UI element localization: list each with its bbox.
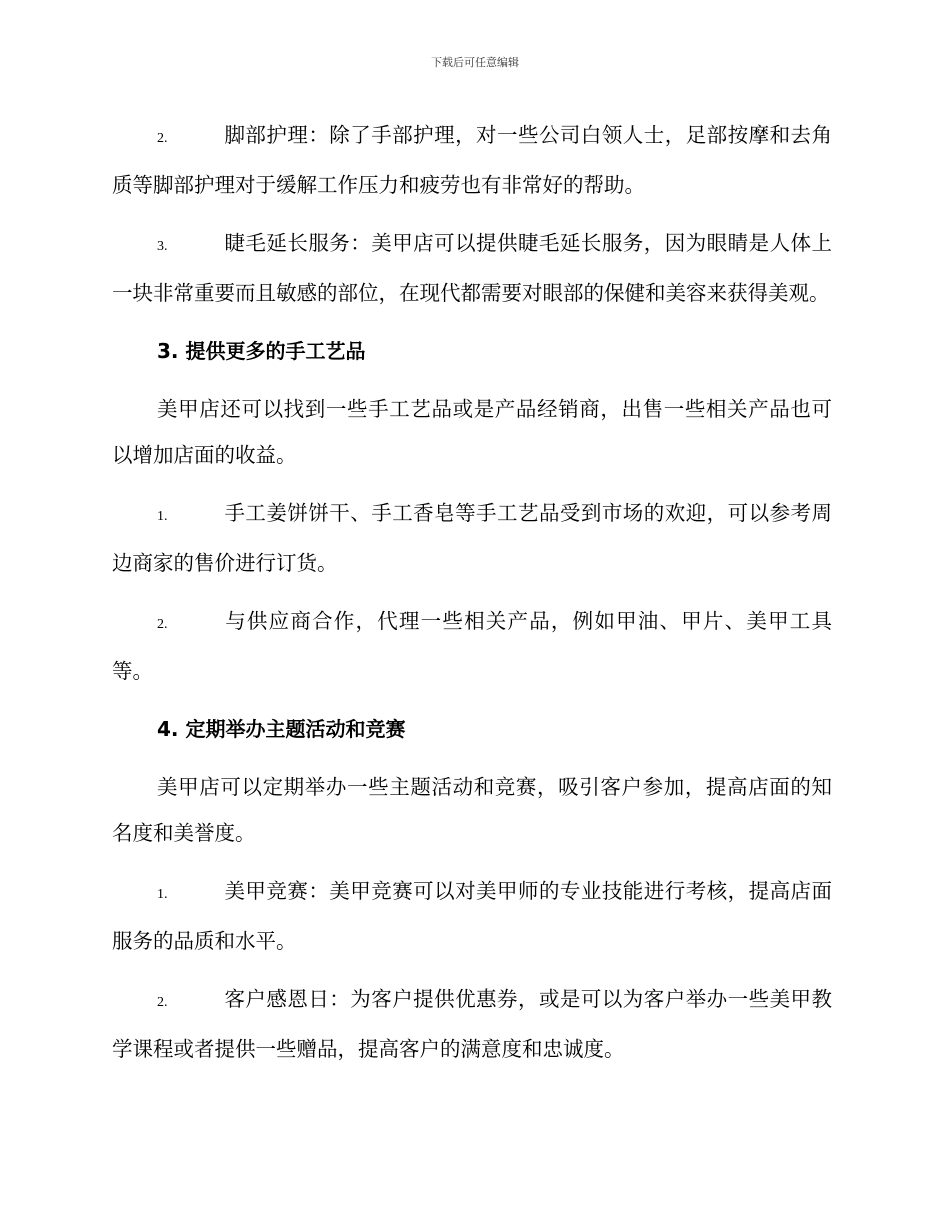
section-heading: 4. 定期举办主题活动和竞赛 [157, 717, 406, 741]
list-item [112, 868, 832, 964]
list-item-text: 睫毛延长服务：美甲店可以提供睫毛延长服务，因为眼睛是人体上一块非常重要而且敏感的部位，在现代都需要对眼部的保健和美容来获得美观。 [112, 231, 832, 305]
list-number: 1. [157, 887, 168, 902]
list-item [112, 976, 832, 1072]
list-item [112, 490, 832, 586]
list-item [112, 598, 832, 694]
list-number: 2. [157, 995, 168, 1010]
list-number: 3. [157, 239, 168, 254]
list-item-text: 与供应商合作，代理一些相关产品，例如甲油、甲片、美甲工具等。 [112, 609, 832, 683]
list-item [112, 220, 832, 316]
list-number: 1. [157, 509, 168, 524]
list-number: 2. [157, 617, 168, 632]
list-number: 2. [157, 131, 168, 146]
list-item-text: 手工姜饼饼干、手工香皂等手工艺品受到市场的欢迎，可以参考周边商家的售价进行订货。 [112, 501, 832, 575]
page-header: 下载后可任意编辑 [431, 56, 519, 69]
paragraph: 美甲店还可以找到一些手工艺品或是产品经销商，出售一些相关产品也可以增加店面的收益。 [112, 397, 832, 467]
paragraph: 美甲店可以定期举办一些主题活动和竞赛，吸引客户参加，提高店面的知名度和美誉度。 [112, 775, 832, 845]
list-item-text: 脚部护理：除了手部护理，对一些公司白领人士，足部按摩和去角质等脚部护理对于缓解工作压力和疲劳也有非常好的帮助。 [112, 123, 832, 197]
list-item-text: 客户感恩日：为客户提供优惠券，或是可以为客户举办一些美甲教学课程或者提供一些赠品，提高客户的满意度和忠诚度。 [112, 987, 832, 1061]
document-body [112, 112, 832, 1084]
list-item [112, 112, 832, 208]
list-item-text: 美甲竞赛：美甲竞赛可以对美甲师的专业技能进行考核，提高店面服务的品质和水平。 [112, 879, 832, 953]
section-heading: 3. 提供更多的手工艺品 [157, 339, 366, 363]
